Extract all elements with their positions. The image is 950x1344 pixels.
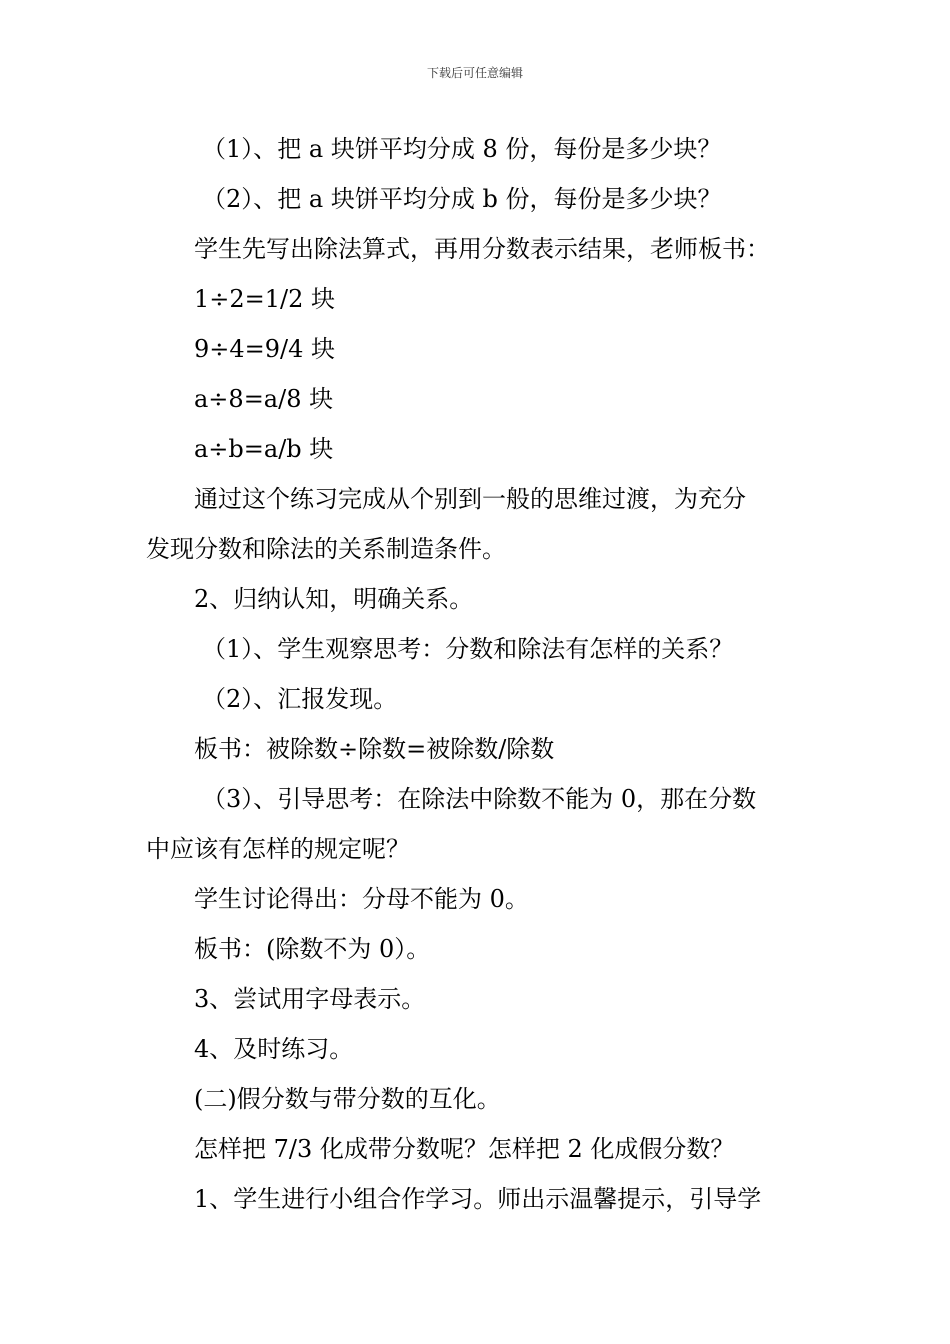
section-heading: (二)假分数与带分数的互化。 bbox=[194, 1085, 501, 1113]
paragraph-line: 板书：(除数不为 0）。 bbox=[194, 935, 431, 963]
paragraph-line: （2）、汇报发现。 bbox=[202, 685, 398, 713]
document-body bbox=[146, 124, 810, 1224]
paragraph-line: （1）、学生观察思考：分数和除法有怎样的关系？ bbox=[202, 635, 734, 663]
paragraph-line: 1、学生进行小组合作学习。师出示温馨提示，引导学 bbox=[194, 1185, 762, 1213]
paragraph-line: （3）、引导思考：在除法中除数不能为 0，那在分数 bbox=[202, 785, 757, 813]
page-header: 下载后可任意编辑 bbox=[426, 66, 523, 80]
equation-line: a÷b=a/b 块 bbox=[194, 435, 334, 463]
paragraph-line: 学生讨论得出：分母不能为 0。 bbox=[194, 885, 529, 913]
equation-line: 1÷2=1/2 块 bbox=[194, 285, 336, 313]
equation-line: 9÷4=9/4 块 bbox=[194, 335, 336, 363]
equation-line: a÷8=a/8 块 bbox=[194, 385, 334, 413]
section-heading: 2、归纳认知，明确关系。 bbox=[194, 585, 474, 613]
paragraph-line: 怎样把 7/3 化成带分数呢？怎样把 2 化成假分数？ bbox=[194, 1135, 735, 1163]
section-heading: 3、尝试用字母表示。 bbox=[194, 985, 426, 1013]
paragraph-line: 通过这个练习完成从个别到一般的思维过渡，为充分 bbox=[194, 485, 746, 513]
paragraph-line: 板书：被除数÷除数=被除数/除数 bbox=[194, 735, 555, 763]
section-heading: 4、及时练习。 bbox=[194, 1035, 354, 1063]
paragraph-line: 发现分数和除法的关系制造条件。 bbox=[146, 535, 506, 563]
paragraph-line: 学生先写出除法算式，再用分数表示结果，老师板书： bbox=[194, 235, 770, 263]
paragraph-line: （2）、把 a 块饼平均分成 b 份，每份是多少块？ bbox=[202, 185, 722, 213]
paragraph-line: （1）、把 a 块饼平均分成 8 份，每份是多少块？ bbox=[202, 135, 722, 163]
paragraph-line: 中应该有怎样的规定呢？ bbox=[146, 835, 410, 863]
